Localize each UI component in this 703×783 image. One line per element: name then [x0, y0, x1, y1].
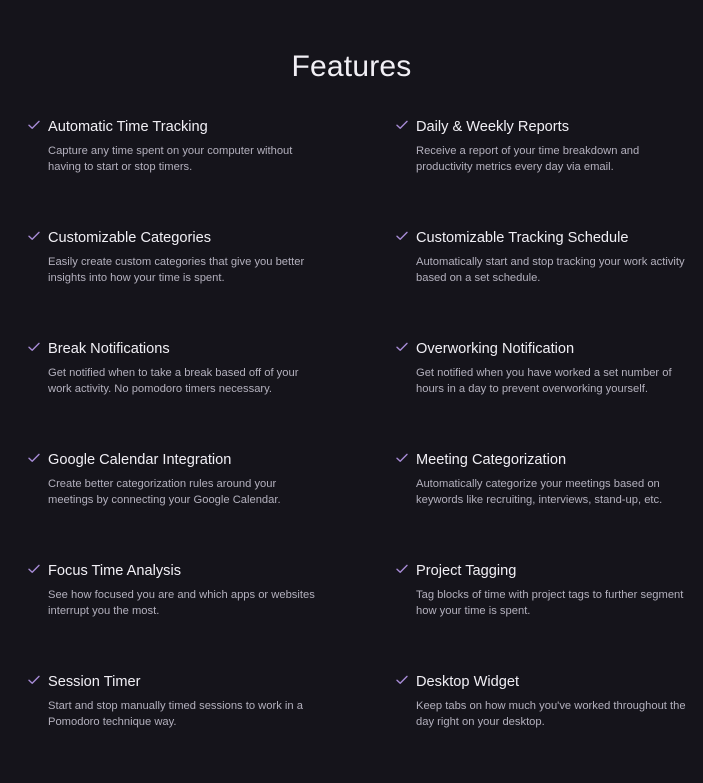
- features-grid: [28, 117, 698, 783]
- check-icon: [396, 342, 408, 352]
- feature-title: Automatic Time Tracking: [48, 119, 208, 135]
- check-icon: [28, 120, 40, 130]
- feature-description: Keep tabs on how much you've worked throughout the day right on your desktop.: [416, 700, 686, 728]
- feature-title: Desktop Widget: [416, 674, 520, 690]
- check-icon: [28, 231, 40, 241]
- feature-title: Customizable Tracking Schedule: [416, 230, 629, 246]
- feature-item: [28, 561, 396, 672]
- feature-title: Daily & Weekly Reports: [416, 119, 570, 135]
- feature-description: Capture any time spent on your computer without having to start or stop timers.: [48, 145, 293, 173]
- check-icon: [396, 564, 408, 574]
- check-icon: [28, 675, 40, 685]
- feature-item: [396, 672, 696, 783]
- check-icon: [396, 675, 408, 685]
- check-icon: [28, 453, 40, 463]
- check-icon: [28, 564, 40, 574]
- page-title: Features: [291, 50, 412, 84]
- feature-title: Break Notifications: [48, 341, 170, 357]
- feature-title: Overworking Notification: [416, 341, 575, 357]
- feature-item: [28, 672, 396, 783]
- feature-description: Automatically start and stop tracking your work activity based on a set schedule.: [416, 256, 685, 284]
- feature-item: [28, 228, 396, 339]
- feature-title: Customizable Categories: [48, 230, 212, 246]
- feature-description: Get notified when you have worked a set number of hours in a day to prevent overworking yourself.: [416, 367, 672, 395]
- feature-item: [28, 450, 396, 561]
- feature-description: Automatically categorize your meetings based on keywords like recruiting, interviews, stand-up, etc.: [416, 478, 663, 506]
- check-icon: [396, 120, 408, 130]
- feature-item: [28, 117, 396, 228]
- feature-item: [396, 117, 696, 228]
- feature-description: Easily create custom categories that give you better insights into how your time is spent.: [48, 256, 305, 284]
- feature-item: [396, 228, 696, 339]
- feature-description: Tag blocks of time with project tags to further segment how your time is spent.: [416, 589, 684, 617]
- feature-item: [396, 450, 696, 561]
- feature-description: Get notified when to take a break based off of your work activity. No pomodoro timers necessary.: [48, 367, 299, 395]
- feature-item: [396, 561, 696, 672]
- check-icon: [396, 231, 408, 241]
- feature-description: Receive a report of your time breakdown and productivity metrics every day via email.: [416, 145, 640, 173]
- feature-description: Create better categorization rules around your meetings by connecting your Google Calendar.: [48, 478, 281, 506]
- check-icon: [396, 453, 408, 463]
- feature-title: Meeting Categorization: [416, 452, 567, 468]
- feature-item: [396, 339, 696, 450]
- feature-description: Start and stop manually timed sessions to work in a Pomodoro technique way.: [48, 700, 303, 728]
- feature-title: Project Tagging: [416, 563, 517, 579]
- check-icon: [28, 342, 40, 352]
- feature-title: Focus Time Analysis: [48, 563, 182, 579]
- feature-item: [28, 339, 396, 450]
- feature-title: Session Timer: [48, 674, 141, 690]
- feature-description: See how focused you are and which apps or websites interrupt you the most.: [48, 589, 315, 617]
- feature-title: Google Calendar Integration: [48, 452, 232, 468]
